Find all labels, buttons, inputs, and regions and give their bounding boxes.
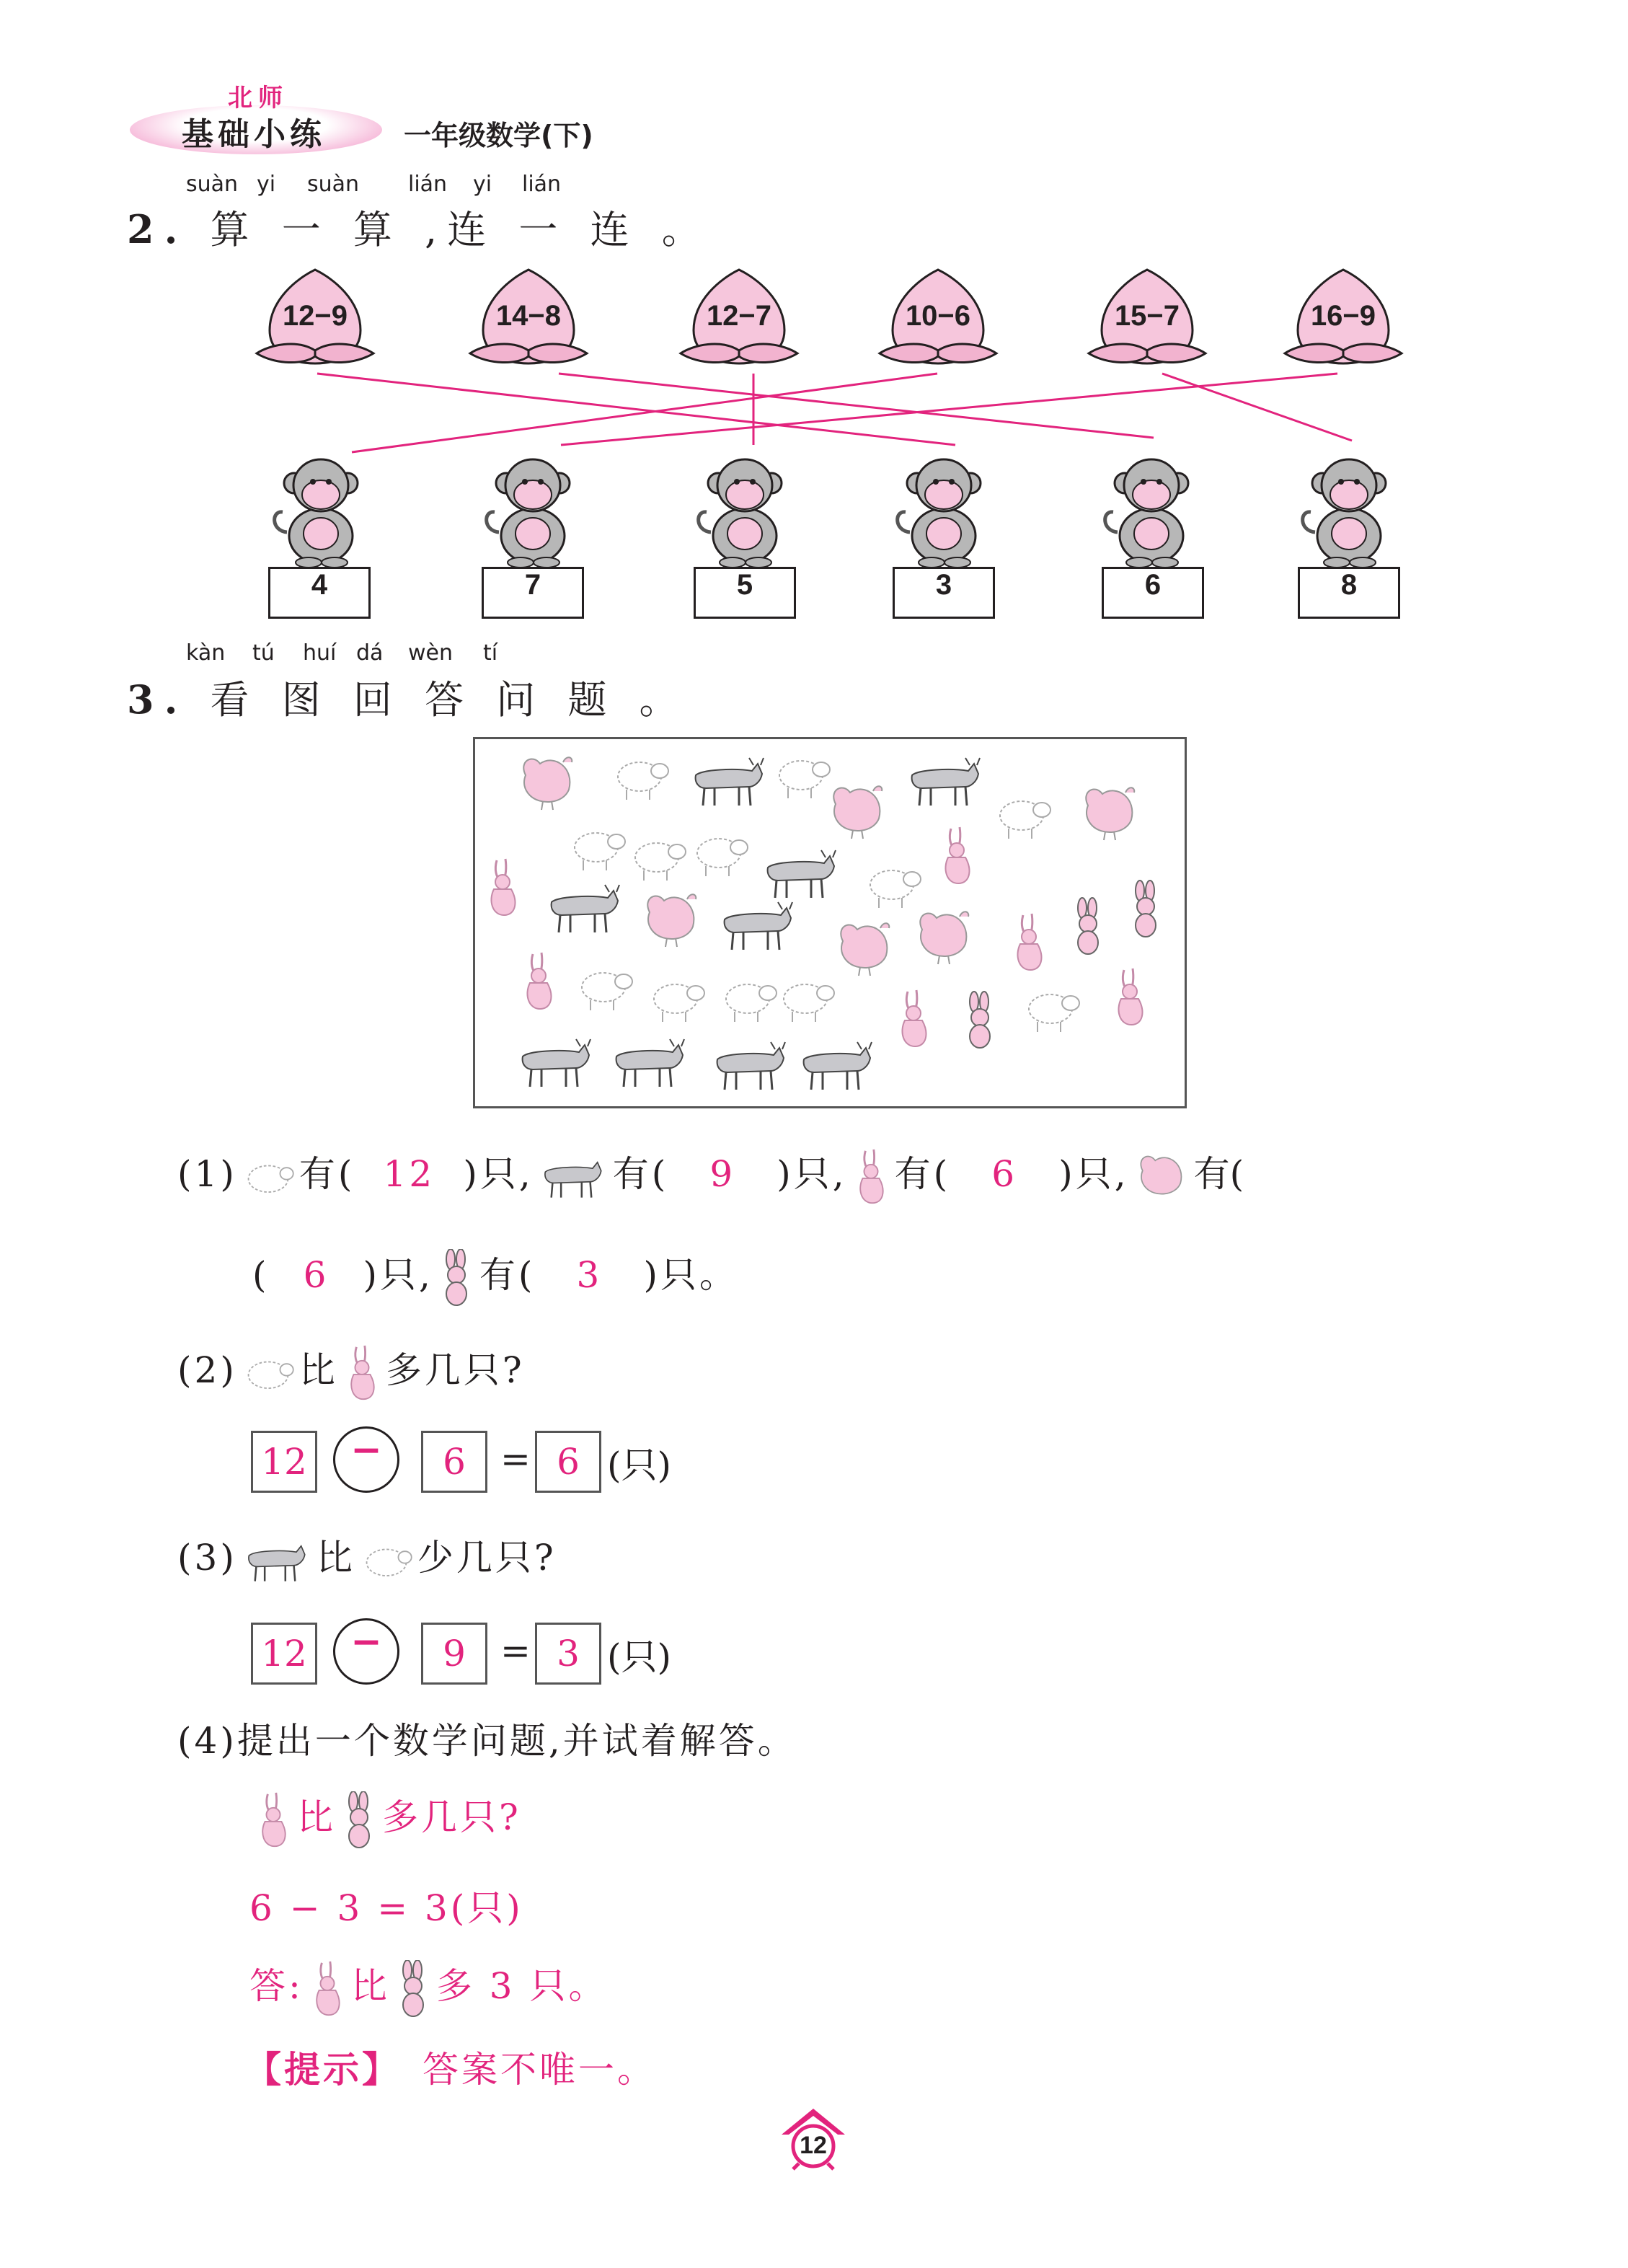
part3-result: 3 [535, 1623, 601, 1685]
sheep-icon [618, 762, 668, 800]
sheep-icon [870, 870, 921, 908]
part2-subtrahend: 6 [421, 1431, 487, 1493]
rabbit-icon [304, 1960, 351, 2018]
part1-line2: ( 6 )只, 有( 3 )只。 [252, 1246, 738, 1307]
monkey-icon [267, 446, 375, 568]
header-brand-top: 北师 [228, 84, 288, 112]
hen-icon [920, 912, 968, 964]
part4-question: 比 多几只? [249, 1788, 521, 1849]
rabbit-count: 6 [991, 1153, 1018, 1195]
peach-card [254, 264, 376, 372]
sheep-icon [237, 1154, 299, 1200]
sheep-icon [635, 843, 686, 881]
hen-icon [523, 757, 572, 810]
ox-icon [717, 1042, 785, 1090]
part2-result: 6 [535, 1431, 601, 1493]
hint-label: 【提示】 [245, 2048, 401, 2091]
part3-operator: − [333, 1618, 399, 1685]
part3-equals: = [500, 1630, 531, 1672]
ox-icon [725, 902, 792, 950]
sheep-count: 12 [383, 1153, 435, 1195]
bunny-icon [390, 1960, 436, 2018]
connection-line [352, 374, 937, 452]
sheep-icon [575, 833, 625, 870]
hint-text: 答案不唯一。 [423, 2049, 656, 2091]
sheep-icon [779, 761, 830, 798]
ox-icon [552, 885, 619, 932]
monkey-icon [479, 446, 587, 568]
header-brand: 基础小练 [182, 116, 326, 153]
peach-expression: 12−7 [706, 300, 772, 332]
monkey-icon [1097, 446, 1205, 568]
peach-expression: 12−9 [282, 300, 348, 332]
bunny-icon [1136, 881, 1156, 937]
part4-equation: 6 − 3 = 3(只) [249, 1887, 523, 1929]
hen-icon [833, 786, 882, 839]
rabbit-icon [338, 1344, 386, 1402]
hen-icon [1086, 787, 1134, 840]
sheep-icon [355, 1537, 417, 1584]
ox-icon [804, 1042, 872, 1090]
hint [245, 2041, 656, 2093]
ox-icon [237, 1537, 317, 1584]
peach-expression: 10−6 [905, 300, 971, 332]
rabbit-icon [847, 1148, 895, 1206]
ox-icon [616, 1039, 684, 1087]
page-number: 12 [777, 2106, 849, 2171]
part4-answer: 答: 比 多 3 只。 [249, 1957, 607, 2018]
sheep-icon [237, 1350, 299, 1396]
peach-card [467, 264, 590, 372]
part2-question: (2) 比 多几只? [177, 1341, 525, 1402]
sheep-icon [582, 973, 632, 1010]
peach-expression: 14−8 [495, 300, 562, 332]
hen-icon [647, 894, 696, 947]
connection-line [559, 374, 1154, 438]
part2-unit: (只) [607, 1444, 672, 1486]
part4-prompt: (4)提出一个数学问题,并试着解答。 [177, 1720, 797, 1762]
peach-expression: 16−9 [1310, 300, 1376, 332]
answer-box: 4 [268, 567, 371, 619]
q3-title: 3. 看 图 回 答 问 题 。 [127, 676, 689, 723]
part1-line1: (1) 有( 12 )只, 有( 9 )只, 有( 6 )只, 有( [177, 1145, 1244, 1196]
peach-card [678, 264, 800, 372]
part3-question: (3) 比 少几只? [177, 1529, 557, 1584]
answer-box: 5 [694, 567, 796, 619]
sheep-icon [726, 984, 777, 1022]
ox-icon [696, 758, 764, 806]
bunny-icon [336, 1791, 382, 1849]
part2-operator: − [333, 1426, 399, 1493]
peach-card [1086, 264, 1208, 372]
answer-box: 8 [1298, 567, 1400, 619]
sheep-icon [1000, 801, 1050, 839]
part3-unit: (只) [607, 1636, 672, 1678]
answer-box: 7 [482, 567, 584, 619]
animal-scene [475, 739, 1185, 1106]
answer-box: 3 [893, 567, 995, 619]
bunny-icon [970, 992, 990, 1048]
answer-box: 6 [1102, 567, 1204, 619]
part1-label: (1) [177, 1153, 237, 1195]
peach-expression: 15−7 [1114, 300, 1180, 332]
q2-title: 2. 算 一 算 ,连 一 连 。 [127, 206, 711, 252]
part2-equals: = [500, 1438, 531, 1480]
hen-icon [841, 923, 889, 976]
animal-picture [473, 737, 1187, 1108]
bunny-icon [1078, 898, 1098, 954]
ox-icon [523, 1039, 590, 1087]
ox-icon [768, 850, 836, 898]
rabbit-icon [249, 1791, 297, 1849]
sheep-icon [784, 984, 834, 1022]
bunny-count: 3 [576, 1254, 603, 1296]
peach-card [877, 264, 999, 372]
sheep-icon [1029, 994, 1079, 1032]
sheep-icon [697, 839, 748, 876]
header-grade: 一年级数学(下) [404, 120, 593, 151]
monkey-icon [890, 446, 998, 568]
bunny-icon [433, 1249, 479, 1307]
rabbit-icon [527, 953, 551, 1009]
ox-icon [534, 1154, 613, 1200]
hen-icon [1129, 1152, 1194, 1202]
rabbit-icon [491, 859, 515, 915]
rabbit-icon [1017, 914, 1041, 970]
connection-line [1162, 374, 1352, 441]
part2-minuend: 12 [251, 1431, 317, 1493]
peach-card [1282, 264, 1404, 372]
hen-count: 6 [303, 1254, 329, 1296]
monkey-icon [691, 446, 799, 568]
part3-minuend: 12 [251, 1623, 317, 1685]
ox-icon [912, 758, 980, 806]
ox-count: 9 [709, 1153, 736, 1195]
rabbit-icon [1118, 968, 1142, 1025]
rabbit-icon [902, 990, 926, 1046]
monkey-icon [1295, 446, 1403, 568]
rabbit-icon [945, 827, 969, 883]
sheep-icon [654, 984, 704, 1022]
part3-subtrahend: 9 [421, 1623, 487, 1685]
